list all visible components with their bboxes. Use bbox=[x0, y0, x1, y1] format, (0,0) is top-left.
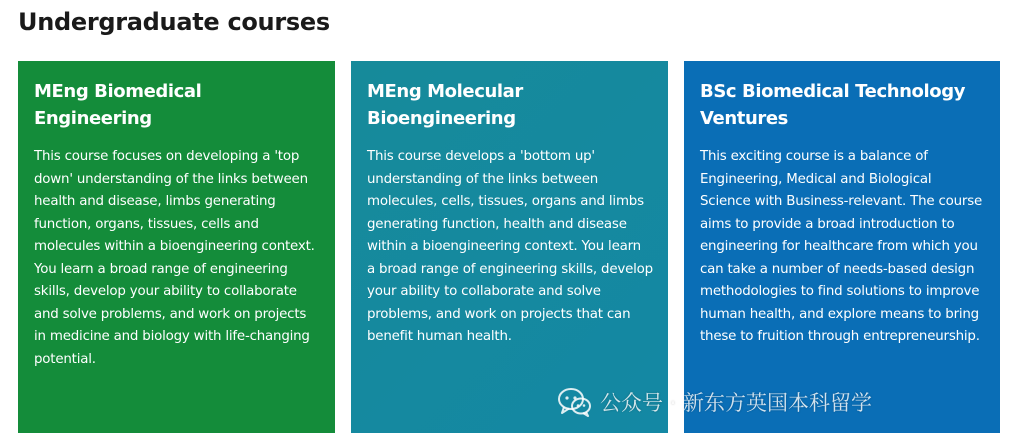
course-card-molecular-bioengineering[interactable] bbox=[351, 61, 668, 433]
watermark bbox=[558, 384, 872, 420]
course-description: This course focuses on developing a 'top down' understanding of the links between health and disease, limbs generating function, organs, tissues, cells and molecules within a bioengineering context. You learn a broad range of engineering skills, develop your ability to collaborate and solve problems, and work on projects in medicine and biology with life-changing potential. bbox=[34, 149, 315, 367]
watermark-text: 公众号 · 新东方英国本科留学 bbox=[600, 391, 873, 415]
course-card-biomedical-technology-ventures[interactable] bbox=[684, 61, 1000, 433]
course-title[interactable]: MEng Molecular Bioengineering bbox=[367, 81, 523, 129]
course-title[interactable]: BSc Biomedical Technology Ventures bbox=[700, 81, 966, 129]
course-title[interactable]: MEng Biomedical Engineering bbox=[34, 81, 202, 129]
page-title: Undergraduate courses bbox=[18, 8, 330, 36]
wechat-icon bbox=[558, 387, 592, 417]
course-description: This exciting course is a balance of Engineering, Medical and Biological Science with Business-relevant. The course aims to provide a broad introduction to engineering for healthcare from which you can take a number of needs-based design methodologies to find solutions to improve human health, and explore means to bring these to fruition through entrepreneurship. bbox=[700, 149, 983, 344]
course-card-biomedical-engineering[interactable] bbox=[18, 61, 335, 433]
course-description: This course develops a 'bottom up' understanding of the links between molecules, cells, tissues, organs and limbs generating function, health and disease within a bioengineering context. You learn a broad range of engineering skills, develop your ability to collaborate and solve problems, and work on projects that can benefit human health. bbox=[367, 149, 653, 344]
